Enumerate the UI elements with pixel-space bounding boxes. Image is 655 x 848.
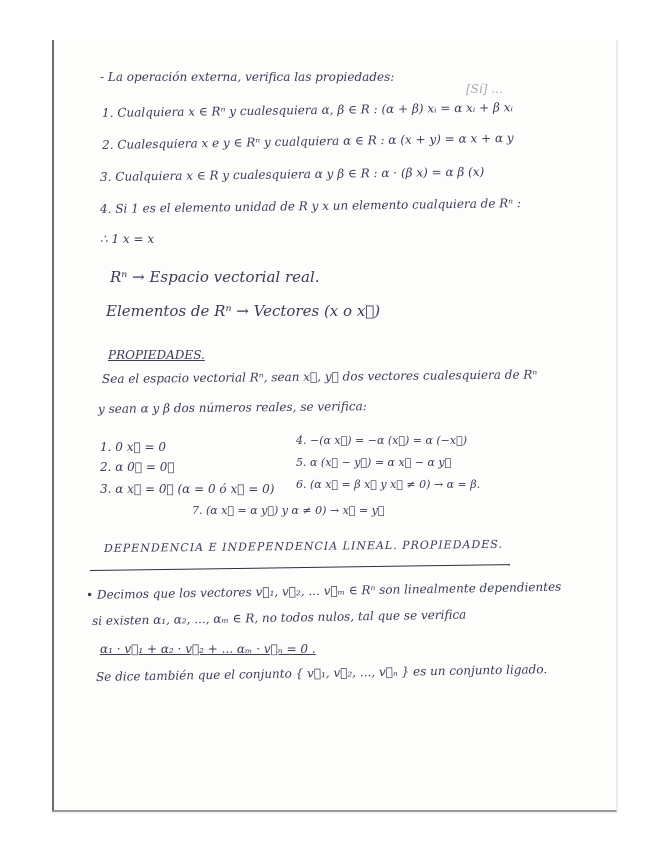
propiedades-intro-1: Sea el espacio vectorial Rⁿ, sean x⃗, y⃗ dos vectores cualesquiera de Rⁿ (101, 367, 538, 386)
property-4-result: ∴ 1 x = x (100, 232, 155, 246)
propiedad-5: 5. α (x⃗ − y⃗) = α x⃗ − α y⃗ (296, 456, 452, 469)
propiedad-2: 2. α 0⃗ = 0⃗ (100, 460, 175, 474)
dependencia-heading: DEPENDENCIA E INDEPENDENCIA LINEAL. PROPIEDADES. (103, 537, 503, 555)
dependencia-line-3: α₁ · v⃗₁ + α₂ · v⃗₂ + ... αₘ · v⃗ₙ = 0 . (100, 642, 316, 656)
property-2: 2. Cualesquiera x e y ∈ Rⁿ y cualquiera α ∈ R : α (x + y) = α x + α y (101, 130, 514, 152)
elements-line: Elementos de Rⁿ → Vectores (x o x⃗) (106, 302, 381, 320)
vector-space-line: Rⁿ → Espacio vectorial real. (110, 268, 320, 286)
intro-line: - La operación externa, verifica las propiedades: (100, 70, 395, 84)
propiedad-6: 6. (α x⃗ = β x⃗ y x⃗ ≠ 0) → α = β. (296, 478, 481, 491)
propiedades-heading: PROPIEDADES. (108, 348, 205, 362)
propiedades-intro-2: y sean α y β dos números reales, se verifica: (97, 399, 367, 416)
notebook-page (52, 40, 617, 812)
propiedad-4: 4. −(α x⃗) = −α (x⃗) = α (−x⃗) (296, 434, 467, 447)
propiedad-3: 3. α x⃗ = 0⃗ (α = 0 ó x⃗ = 0) (100, 482, 275, 496)
faint-corner-text: [Sí] ... (466, 82, 503, 96)
dependencia-line-4: Se dice también que el conjunto { v⃗₁, v⃗₂, ..., v⃗ₙ } es un conjunto ligado. (95, 662, 548, 684)
dependencia-line-2: si existen α₁, α₂, ..., αₘ ∈ R, no todos nulos, tal que se verifica (91, 607, 467, 628)
property-1: 1. Cualquiera x ∈ Rⁿ y cualesquiera α, β ∈ R : (α + β) xᵢ = α xᵢ + β xᵢ (101, 100, 513, 120)
property-3: 3. Cualquiera x ∈ R y cualesquiera α y β ∈ R : α · (β x) = α β (x) (99, 164, 485, 184)
dependencia-line-1: • Decimos que los vectores v⃗₁, v⃗₂, ... v⃗ₘ ∈ Rⁿ son linealmente dependientes (85, 579, 562, 602)
propiedad-1: 1. 0 x⃗ = 0 (100, 440, 166, 454)
property-4: 4. Si 1 es el elemento unidad de R y x un elemento cualquiera de Rⁿ : (99, 196, 522, 216)
propiedad-7: 7. (α x⃗ = α y⃗) y α ≠ 0) → x⃗ = y⃗ (192, 504, 385, 517)
